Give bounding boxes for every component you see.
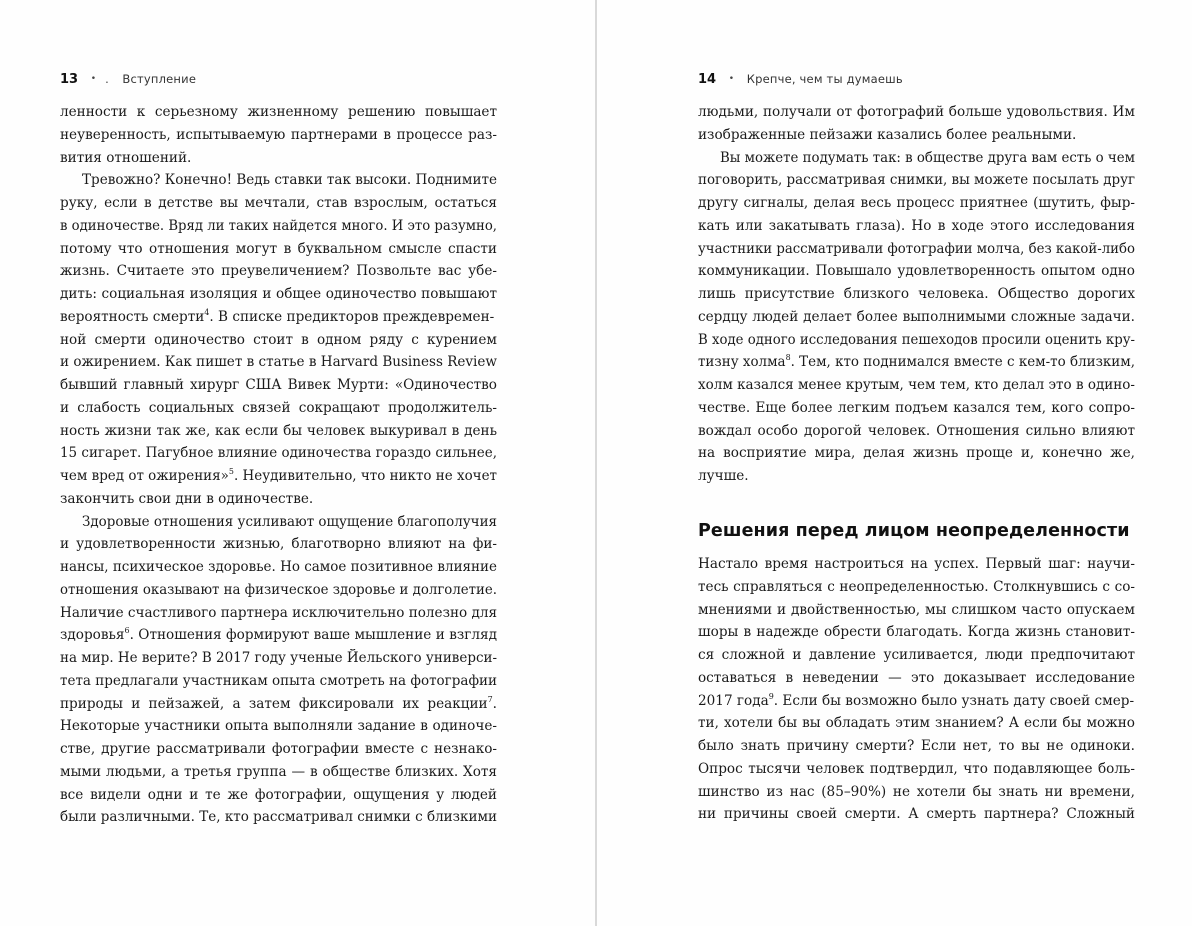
text-line bbox=[698, 169, 1135, 192]
right-body-text-top bbox=[698, 101, 1135, 488]
line-text-continued: . В списке предикторов преждевремен- bbox=[209, 308, 495, 325]
line-text: кать или закатывать глаза). Но в ходе этого исследования bbox=[698, 217, 1135, 234]
line-text: тесь справляться с неопределенностью. Столкнувшись с со- bbox=[698, 578, 1135, 595]
text-line bbox=[698, 283, 1135, 306]
text-line bbox=[698, 397, 1135, 420]
line-text: холм казался менее крутым, чем тем, кто делал это в одино- bbox=[698, 377, 1135, 393]
text-line bbox=[698, 644, 1135, 667]
line-text: честве. Еще более легким подъем казался тем, кого сопро- bbox=[698, 399, 1135, 416]
text-line bbox=[698, 781, 1135, 804]
text-line bbox=[698, 351, 1135, 374]
line-text: потому что отношения могут в буквальном смысле спасти bbox=[60, 240, 497, 257]
text-line bbox=[60, 283, 497, 306]
footnote-marker[interactable]: 8 bbox=[785, 353, 791, 363]
line-text: участники рассматривали фотографии молча, без какой-либо bbox=[698, 240, 1135, 257]
right-running-header bbox=[698, 72, 903, 90]
text-line bbox=[60, 784, 497, 807]
text-line bbox=[60, 511, 497, 534]
running-title: Крепче, чем ты думаешь bbox=[746, 72, 903, 86]
line-text: лучше. bbox=[698, 468, 749, 484]
line-text: и удовлетворенности жизнью, благотворно влияют на фи- bbox=[60, 536, 497, 553]
line-text: Тревожно? Конечно! Ведь ставки так высоки. Поднимите bbox=[82, 172, 497, 189]
line-text: стве, другие рассматривали фотографии вместе с незнако- bbox=[60, 741, 497, 757]
line-text: Здоровые отношения усиливают ощущение благополучия bbox=[82, 513, 497, 530]
line-text: ность жизни так же, как если бы человек выкуривал в день bbox=[60, 422, 497, 439]
line-text: Настало время настроиться на успех. Первый шаг: научи- bbox=[698, 556, 1135, 572]
line-text: шоры в надежде обрести благодать. Когда жизнь становит- bbox=[698, 624, 1135, 641]
text-line bbox=[60, 715, 497, 738]
footnote-marker[interactable]: 6 bbox=[124, 626, 130, 636]
right-page bbox=[597, 0, 1192, 926]
text-line bbox=[60, 306, 497, 329]
text-line bbox=[60, 579, 497, 602]
line-text: оставаться в неведении — это доказывает исследование bbox=[698, 669, 1135, 686]
text-line bbox=[698, 667, 1135, 690]
section-heading: Решения перед лицом неопределенности bbox=[698, 521, 1130, 541]
text-line bbox=[60, 169, 497, 192]
line-text: другу сигналы, делая весь процесс приятнее (шутить, фыр- bbox=[698, 195, 1135, 211]
text-line bbox=[60, 420, 497, 443]
line-text: отношения оказывают на физическое здоровье и долголетие. bbox=[60, 581, 497, 598]
line-text-continued: . Отношения формируют ваше мышление и взгляд bbox=[129, 627, 497, 644]
text-line bbox=[60, 124, 497, 147]
line-text: Опрос тысячи человек подтвердил, что подавляющее боль- bbox=[698, 760, 1135, 777]
line-text: Вы можете подумать так: в обществе друга вам есть о чем bbox=[720, 149, 1135, 166]
text-line bbox=[698, 690, 1135, 713]
line-text: закончить свои дни в одиночестве. bbox=[60, 490, 314, 507]
text-line bbox=[698, 621, 1135, 644]
line-text: сердцу людей делает более выполнимыми сложные задачи. bbox=[698, 308, 1135, 325]
text-line bbox=[60, 192, 497, 215]
line-text: бывший главный хирург США Вивек Мурти: «Одиночество bbox=[60, 377, 497, 393]
line-text: чем вред от ожирения» bbox=[60, 468, 229, 484]
text-line bbox=[698, 465, 1135, 488]
line-text: лишь присутствие близкого человека. Общество дорогих bbox=[698, 286, 1135, 302]
line-text: все видели одни и те же фотографии, ощущения у людей bbox=[60, 786, 497, 803]
line-text: на мир. Не верите? В 2017 году ученые Йельского универси- bbox=[60, 650, 497, 666]
left-running-header bbox=[60, 72, 196, 90]
line-text: было знать причину смерти? Если нет, то вы не одиноки. bbox=[698, 738, 1135, 754]
line-text: коммуникации. Повышало удовлетворенность опытом одно bbox=[698, 263, 1135, 280]
text-line bbox=[698, 758, 1135, 781]
footnote-marker[interactable]: 4 bbox=[204, 307, 210, 317]
line-text: людьми, получали от фотографий больше удовольствия. Им bbox=[698, 104, 1135, 120]
text-line bbox=[60, 488, 497, 511]
line-text: природы и пейзажей, а затем фиксировали их реакции bbox=[60, 695, 488, 712]
line-text: Некоторые участники опыта выполняли задание в одиноче- bbox=[60, 718, 497, 735]
line-text: нансы, психическое здоровье. Но самое позитивное влияние bbox=[60, 559, 497, 575]
line-text: 2017 года bbox=[698, 692, 769, 709]
line-text: ни причины своей смерти. А смерть партнера? Сложный bbox=[698, 806, 1135, 823]
page-number: 14 bbox=[698, 72, 717, 87]
text-line bbox=[60, 329, 497, 352]
bullet-icon: • bbox=[90, 74, 97, 84]
text-line bbox=[60, 397, 497, 420]
text-line bbox=[698, 576, 1135, 599]
line-text: тета предлагали участникам опыта смотреть на фотографии bbox=[60, 672, 497, 689]
line-text: неуверенность, испытываемую партнерами в процессе раз- bbox=[60, 126, 497, 143]
line-text-continued: . bbox=[492, 695, 497, 712]
text-line bbox=[60, 738, 497, 761]
line-text: руку, если в детстве вы мечтали, став взрослым, остаться bbox=[60, 195, 497, 211]
text-line bbox=[698, 374, 1135, 397]
line-text: и слабость социальных связей сокращают продолжитель- bbox=[60, 399, 497, 416]
text-line bbox=[60, 556, 497, 579]
text-line bbox=[698, 329, 1135, 352]
line-text-continued: . Неудивительно, что никто не хочет bbox=[233, 468, 497, 484]
line-text: ти, хотели бы вы обладать этим знанием? А если бы можно bbox=[698, 715, 1135, 732]
text-line bbox=[698, 420, 1135, 443]
text-line bbox=[698, 238, 1135, 261]
line-text: мнениями и двойственностью, мы слишком часто опускаем bbox=[698, 601, 1135, 618]
line-text: на восприятие мира, делая жизнь проще и, конечно же, bbox=[698, 445, 1135, 462]
line-text: В ходе одного исследования пешеходов просили оценить кру- bbox=[698, 331, 1135, 348]
text-line bbox=[60, 215, 497, 238]
line-text: вероятность смерти bbox=[60, 308, 205, 325]
footnote-marker[interactable]: 7 bbox=[487, 694, 493, 704]
text-line bbox=[698, 599, 1135, 622]
text-line bbox=[698, 803, 1135, 826]
text-line bbox=[60, 147, 497, 170]
text-line bbox=[698, 124, 1135, 147]
text-line bbox=[698, 260, 1135, 283]
text-line bbox=[698, 735, 1135, 758]
line-text: в одиночестве. Вряд ли таких найдется много. И это разумно, bbox=[60, 217, 497, 234]
page-number: 13 bbox=[60, 72, 79, 87]
line-text: шинство из нас (85–90%) не хотели бы знать ни времени, bbox=[698, 783, 1135, 800]
text-line bbox=[60, 647, 497, 670]
text-line bbox=[698, 442, 1135, 465]
line-text: вождал особо дорогой человек. Отношения сильно влияют bbox=[698, 422, 1135, 439]
text-line bbox=[698, 147, 1135, 170]
text-line bbox=[60, 260, 497, 283]
right-body-text-bottom bbox=[698, 553, 1135, 826]
footnote-marker[interactable]: 5 bbox=[228, 467, 234, 476]
text-line bbox=[60, 533, 497, 556]
line-text: мыми людьми, а третья группа — в обществе близких. Хотя bbox=[60, 763, 497, 780]
footnote-marker[interactable]: 9 bbox=[768, 691, 774, 701]
line-text: поговорить, рассматривая снимки, вы можете посылать друг bbox=[698, 172, 1135, 189]
line-text: 15 сигарет. Пагубное влияние одиночества гораздо сильнее, bbox=[60, 445, 497, 462]
line-text: были различными. Те, кто рассматривал снимки с близкими bbox=[60, 809, 497, 826]
text-line bbox=[60, 624, 497, 647]
text-line bbox=[698, 101, 1135, 124]
text-line bbox=[698, 553, 1135, 576]
bullet-icon: • bbox=[728, 74, 735, 84]
line-text: жизнь. Считаете это преувеличением? Позвольте вас убе- bbox=[60, 263, 497, 280]
text-line bbox=[698, 192, 1135, 215]
line-text: ся сложной и давление усиливается, люди предпочитают bbox=[698, 647, 1135, 663]
text-line bbox=[60, 238, 497, 261]
left-body-text bbox=[60, 101, 497, 829]
line-text-continued: . Тем, кто поднимался вместе с кем-то близким, bbox=[790, 354, 1135, 371]
text-line bbox=[698, 712, 1135, 735]
text-line bbox=[60, 761, 497, 784]
period-mark: . bbox=[105, 72, 109, 86]
text-line bbox=[698, 306, 1135, 329]
text-line bbox=[60, 602, 497, 625]
line-text: изображенные пейзажи казались более реальными. bbox=[698, 126, 1077, 143]
line-text: здоровья bbox=[60, 627, 125, 644]
line-text: Наличие счастливого партнера исключительно полезно для bbox=[60, 604, 497, 621]
line-text: вития отношений. bbox=[60, 149, 192, 166]
running-title: Вступление bbox=[122, 72, 197, 86]
line-text: ленности к серьезному жизненному решению повышает bbox=[60, 104, 497, 120]
text-line bbox=[60, 693, 497, 716]
text-line bbox=[698, 215, 1135, 238]
line-text: и ожирением. Как пишет в статье в Harvard Business Review bbox=[60, 354, 497, 371]
line-text-continued: . Если бы возможно было узнать дату своей смер- bbox=[773, 692, 1135, 709]
line-text: дить: социальная изоляция и общее одиночество повышают bbox=[60, 286, 497, 302]
text-line bbox=[60, 351, 497, 374]
text-line bbox=[60, 806, 497, 829]
text-line bbox=[60, 670, 497, 693]
line-text: тизну холма bbox=[698, 354, 786, 371]
text-line bbox=[60, 442, 497, 465]
line-text: ной смерти одиночество стоит в одном ряду с курением bbox=[60, 331, 497, 348]
text-line bbox=[60, 374, 497, 397]
text-line bbox=[60, 101, 497, 124]
text-line bbox=[60, 465, 497, 488]
